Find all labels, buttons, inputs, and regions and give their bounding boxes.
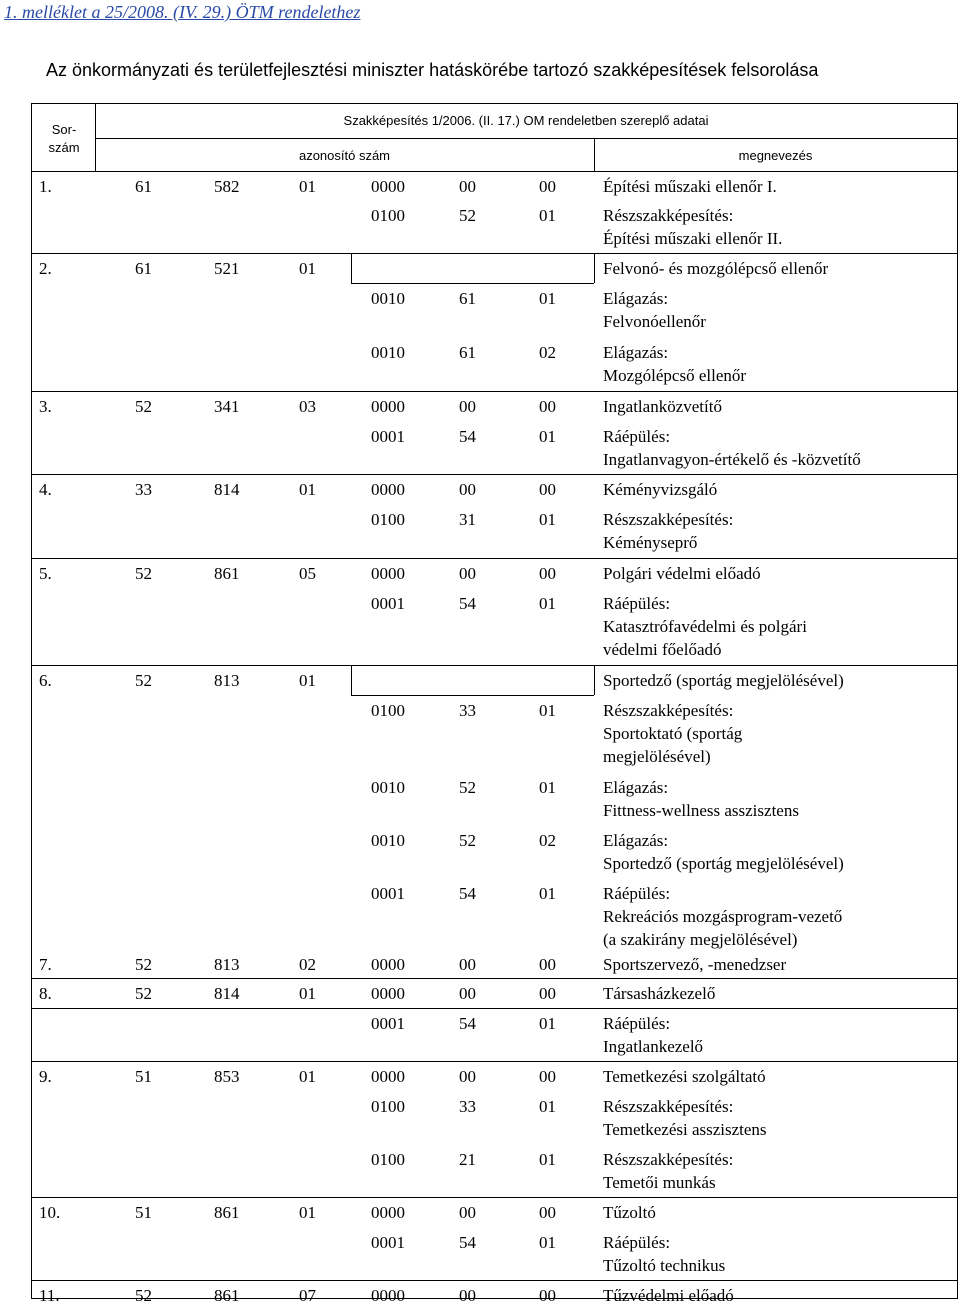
table-row — [31, 1097, 958, 1119]
cell-a1: 61 — [135, 177, 152, 196]
cell-num: 9. — [39, 1067, 52, 1086]
table-row — [31, 747, 958, 769]
cell-b2: 00 — [459, 984, 476, 1003]
cell-a1: 33 — [135, 480, 152, 499]
cell-a2: 814 — [214, 480, 240, 499]
cell-b2: 54 — [459, 427, 476, 446]
table-row — [31, 854, 958, 876]
cell-name: Sportedző (sportág megjelölésével) — [603, 671, 844, 690]
cell-num: 4. — [39, 480, 52, 499]
table-row — [31, 1037, 958, 1059]
cell-b2: 00 — [459, 177, 476, 196]
cell-a2: 813 — [214, 955, 240, 974]
empty-code-cell-border — [351, 695, 594, 696]
cell-name: Katasztrófavédelmi és polgári — [603, 617, 807, 636]
header-megnevezes: megnevezés — [738, 148, 813, 163]
cell-name: Részszakképesítés: — [603, 206, 734, 225]
cell-b1: 0000 — [371, 1203, 405, 1222]
cell-b1: 0000 — [371, 397, 405, 416]
table-row — [31, 229, 958, 251]
cell-name: védelmi főelőadó — [603, 640, 722, 659]
cell-name: Temetői munkás — [603, 1173, 716, 1192]
cell-name: Polgári védelmi előadó — [603, 564, 761, 583]
header-group: Szakképesítés 1/2006. (II. 17.) OM rendeletben szereplő adatai — [343, 113, 709, 128]
table-row — [31, 289, 958, 311]
row-group-divider — [31, 474, 958, 475]
cell-name: Építési műszaki ellenőr II. — [603, 229, 783, 248]
cell-b3: 00 — [539, 564, 556, 583]
cell-name: Ráépülés: — [603, 1233, 671, 1252]
cell-name: Részszakképesítés: — [603, 1150, 734, 1169]
cell-b3: 00 — [539, 955, 556, 974]
cell-b1: 0010 — [371, 343, 405, 362]
cell-b1: 0010 — [371, 831, 405, 850]
cell-name: Ingatlankezelő — [603, 1037, 704, 1056]
cell-name: Sportoktató (sportág — [603, 724, 743, 743]
cell-b2: 61 — [459, 289, 476, 308]
table-row — [31, 177, 958, 199]
cell-a1: 61 — [135, 259, 152, 278]
cell-name: Ráépülés: — [603, 594, 671, 613]
table-row — [31, 1067, 958, 1089]
cell-name: Ingatlanvagyon-értékelő és -közvetítő — [603, 450, 861, 469]
table-row — [31, 640, 958, 662]
cell-b2: 33 — [459, 701, 476, 720]
cell-b2: 00 — [459, 1286, 476, 1305]
table-row — [31, 206, 958, 228]
cell-a2: 814 — [214, 984, 240, 1003]
cell-b1: 0000 — [371, 1286, 405, 1305]
cell-name: Ráépülés: — [603, 884, 671, 903]
cell-b3: 01 — [539, 1150, 556, 1169]
cell-b2: 54 — [459, 884, 476, 903]
cell-name: Elágazás: — [603, 289, 669, 308]
table-row — [31, 907, 958, 929]
cell-name: Részszakképesítés: — [603, 701, 734, 720]
cell-num: 6. — [39, 671, 52, 690]
cell-a1: 51 — [135, 1203, 152, 1222]
cell-b2: 00 — [459, 1067, 476, 1086]
cell-name: Kéményvizsgáló — [603, 480, 718, 499]
table-row — [31, 427, 958, 449]
cell-b3: 02 — [539, 343, 556, 362]
cell-a2: 861 — [214, 1203, 240, 1222]
cell-name: Felvonó- és mozgólépcső ellenőr — [603, 259, 829, 278]
table-row — [31, 1173, 958, 1195]
table-row — [31, 1203, 958, 1225]
cell-b3: 01 — [539, 884, 556, 903]
cell-name: Elágazás: — [603, 831, 669, 850]
header-divider-group — [95, 138, 957, 139]
cell-name: megjelölésével) — [603, 747, 711, 766]
cell-a1: 52 — [135, 397, 152, 416]
cell-b3: 00 — [539, 177, 556, 196]
cell-b3: 01 — [539, 1097, 556, 1116]
table-row — [31, 366, 958, 388]
row-group-divider — [31, 1280, 958, 1281]
cell-a2: 341 — [214, 397, 240, 416]
cell-b1: 0100 — [371, 206, 405, 225]
cell-b1: 0000 — [371, 564, 405, 583]
cell-name: Mozgólépcső ellenőr — [603, 366, 747, 385]
cell-b3: 01 — [539, 289, 556, 308]
table-row — [31, 533, 958, 555]
cell-b2: 00 — [459, 564, 476, 583]
cell-b3: 02 — [539, 831, 556, 850]
table-row — [31, 801, 958, 823]
cell-b1: 0000 — [371, 984, 405, 1003]
cell-b1: 0000 — [371, 1067, 405, 1086]
table-row — [31, 1120, 958, 1142]
cell-a2: 853 — [214, 1067, 240, 1086]
table-row — [31, 1256, 958, 1278]
cell-a2: 582 — [214, 177, 240, 196]
empty-code-cell-border — [594, 665, 595, 695]
page-title: Az önkormányzati és területfejlesztési miniszter hatáskörébe tartozó szakképesítések felsorolása — [46, 60, 819, 80]
cell-num: 10. — [39, 1203, 61, 1222]
table-row — [31, 884, 958, 906]
table-row — [31, 778, 958, 800]
cell-b3: 01 — [539, 206, 556, 225]
cell-name: Építési műszaki ellenőr I. — [603, 177, 777, 196]
cell-b1: 0010 — [371, 778, 405, 797]
cell-name: Temetkezési szolgáltató — [603, 1067, 766, 1086]
cell-a3: 01 — [299, 671, 316, 690]
cell-b1: 0100 — [371, 1097, 405, 1116]
cell-num: 3. — [39, 397, 52, 416]
cell-b1: 0100 — [371, 701, 405, 720]
cell-b1: 0000 — [371, 480, 405, 499]
cell-num: 11. — [39, 1286, 60, 1305]
cell-b1: 0100 — [371, 510, 405, 529]
cell-name: Társasházkezelő — [603, 984, 716, 1003]
row-group-divider — [31, 253, 958, 254]
cell-name: Elágazás: — [603, 778, 669, 797]
table-row — [31, 930, 958, 952]
cell-b2: 00 — [459, 955, 476, 974]
cell-b1: 0001 — [371, 884, 405, 903]
cell-a1: 52 — [135, 671, 152, 690]
row-group-divider — [31, 391, 958, 392]
cell-a1: 51 — [135, 1067, 152, 1086]
cell-b2: 54 — [459, 1014, 476, 1033]
row-group-divider — [31, 558, 958, 559]
cell-a2: 521 — [214, 259, 240, 278]
table-row — [31, 1150, 958, 1172]
cell-b1: 0001 — [371, 1014, 405, 1033]
cell-a3: 05 — [299, 564, 316, 583]
cell-name: Fittness-wellness asszisztens — [603, 801, 799, 820]
annex-reference-link[interactable]: 1. melléklet a 25/2008. (IV. 29.) ÖTM rendelethez — [4, 2, 361, 22]
cell-name: Ingatlanközvetítő — [603, 397, 722, 416]
cell-name: Tűzvédelmi előadó — [603, 1286, 734, 1305]
cell-a1: 52 — [135, 564, 152, 583]
cell-name: (a szakirány megjelölésével) — [603, 930, 798, 949]
cell-b1: 0000 — [371, 177, 405, 196]
cell-name: Kéményseprő — [603, 533, 698, 552]
cell-name: Részszakképesítés: — [603, 1097, 734, 1116]
cell-a3: 01 — [299, 259, 316, 278]
cell-b3: 00 — [539, 984, 556, 1003]
table-row — [31, 955, 958, 977]
cell-b3: 01 — [539, 427, 556, 446]
cell-b2: 54 — [459, 594, 476, 613]
cell-b2: 00 — [459, 480, 476, 499]
cell-name: Temetkezési asszisztens — [603, 1120, 767, 1139]
cell-b3: 00 — [539, 1286, 556, 1305]
row-group-divider — [31, 665, 958, 666]
table-row — [31, 343, 958, 365]
cell-name: Rekreációs mozgásprogram-vezető — [603, 907, 843, 926]
empty-code-cell-border — [351, 283, 594, 284]
table-row — [31, 724, 958, 746]
row-group-divider — [31, 978, 958, 979]
row-group-divider — [31, 1061, 958, 1062]
cell-b2: 21 — [459, 1150, 476, 1169]
header-azonosito: azonosító szám — [298, 148, 391, 163]
cell-b3: 01 — [539, 510, 556, 529]
cell-a2: 861 — [214, 564, 240, 583]
empty-code-cell-border — [351, 253, 352, 283]
cell-name: Ráépülés: — [603, 427, 671, 446]
qualifications-table — [31, 103, 958, 1305]
table-row — [31, 1014, 958, 1036]
cell-a3: 01 — [299, 984, 316, 1003]
cell-b3: 01 — [539, 594, 556, 613]
cell-b3: 00 — [539, 397, 556, 416]
cell-num: 2. — [39, 259, 52, 278]
cell-b2: 54 — [459, 1233, 476, 1252]
header-bottom-line — [31, 171, 958, 172]
cell-b2: 31 — [459, 510, 476, 529]
cell-a3: 01 — [299, 1203, 316, 1222]
cell-b1: 0000 — [371, 955, 405, 974]
cell-b2: 52 — [459, 206, 476, 225]
cell-a3: 02 — [299, 955, 316, 974]
cell-name: Elágazás: — [603, 343, 669, 362]
table-row — [31, 259, 958, 281]
cell-b3: 01 — [539, 1014, 556, 1033]
cell-b2: 00 — [459, 397, 476, 416]
cell-a1: 52 — [135, 984, 152, 1003]
cell-name: Sportszervező, -menedzser — [603, 955, 787, 974]
cell-b1: 0100 — [371, 1150, 405, 1169]
cell-a3: 03 — [299, 397, 316, 416]
table-row — [31, 510, 958, 532]
table-row — [31, 984, 958, 1006]
cell-name: Felvonóellenőr — [603, 312, 706, 331]
cell-num: 1. — [39, 177, 52, 196]
table-row — [31, 617, 958, 639]
table-row — [31, 671, 958, 693]
table-row — [31, 450, 958, 472]
cell-num: 5. — [39, 564, 52, 583]
cell-num: 7. — [39, 955, 52, 974]
table-row — [31, 312, 958, 334]
empty-code-cell-border — [351, 665, 352, 695]
table-row — [31, 397, 958, 419]
table-row — [31, 701, 958, 723]
table-row — [31, 594, 958, 616]
cell-num: 8. — [39, 984, 52, 1003]
cell-b1: 0001 — [371, 1233, 405, 1252]
cell-b3: 00 — [539, 1203, 556, 1222]
cell-a3: 01 — [299, 480, 316, 499]
row-group-divider — [31, 1008, 958, 1009]
cell-b3: 00 — [539, 1067, 556, 1086]
cell-a3: 07 — [299, 1286, 316, 1305]
cell-name: Tűzoltó — [603, 1203, 656, 1222]
cell-name: Részszakképesítés: — [603, 510, 734, 529]
row-group-divider — [31, 1197, 958, 1198]
cell-a1: 52 — [135, 955, 152, 974]
cell-b2: 52 — [459, 831, 476, 850]
table-row — [31, 1233, 958, 1255]
cell-b1: 0001 — [371, 594, 405, 613]
header-sorszam: Sor- szám — [48, 122, 80, 155]
cell-a3: 01 — [299, 1067, 316, 1086]
cell-b2: 52 — [459, 778, 476, 797]
cell-b3: 01 — [539, 701, 556, 720]
cell-name: Ráépülés: — [603, 1014, 671, 1033]
cell-a3: 01 — [299, 177, 316, 196]
cell-b3: 00 — [539, 480, 556, 499]
cell-name: Tűzoltó technikus — [603, 1256, 726, 1275]
cell-b1: 0010 — [371, 289, 405, 308]
cell-a2: 861 — [214, 1286, 240, 1305]
cell-a1: 52 — [135, 1286, 152, 1305]
cell-name: Sportedző (sportág megjelölésével) — [603, 854, 844, 873]
table-row — [31, 1286, 958, 1308]
cell-b2: 61 — [459, 343, 476, 362]
table-row — [31, 480, 958, 502]
cell-b1: 0001 — [371, 427, 405, 446]
cell-b3: 01 — [539, 778, 556, 797]
empty-code-cell-border — [594, 253, 595, 283]
cell-b2: 00 — [459, 1203, 476, 1222]
table-row — [31, 831, 958, 853]
cell-b3: 01 — [539, 1233, 556, 1252]
cell-a2: 813 — [214, 671, 240, 690]
table-border-top — [31, 103, 958, 104]
table-row — [31, 564, 958, 586]
cell-b2: 33 — [459, 1097, 476, 1116]
